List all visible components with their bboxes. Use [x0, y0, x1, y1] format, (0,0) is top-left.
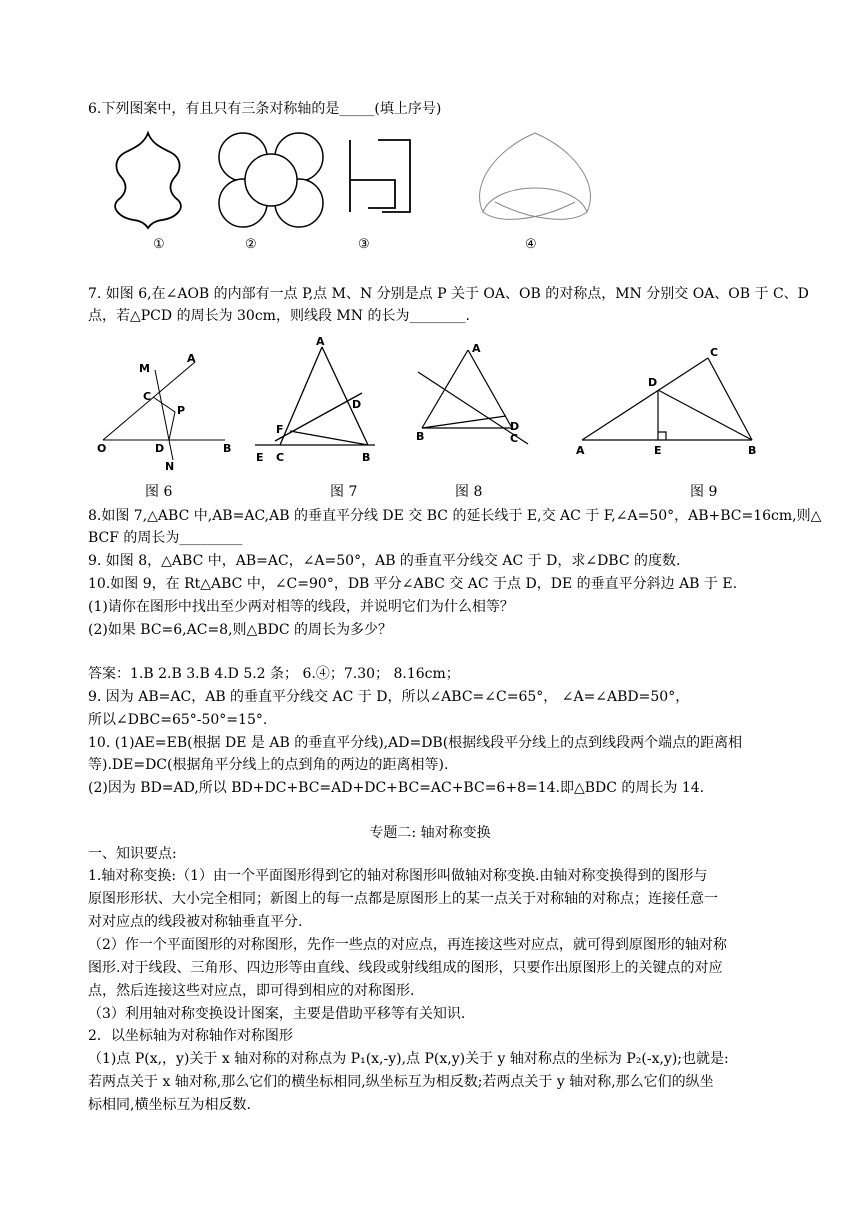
fig8-label-d: D: [510, 420, 520, 433]
topic-2-p3: （3）利用轴对称变换设计图案，主要是借助平移等有关知识.: [88, 1006, 466, 1022]
q10-sub-2: (2)如果 BC=6,AC=8,则△BDC 的周长为多少？: [88, 622, 392, 638]
fig7-label-b: B: [362, 451, 371, 464]
fig9-label-c: C: [710, 346, 719, 359]
fig7-label-a: A: [316, 335, 325, 348]
q8-line-1: 8.如图 7,△ABC 中,AB=AC,AB 的垂直平分线 DE 交 BC 的延长线于 E,交 AC 于 F,∠A=50°，AB+BC=16cm,则△: [88, 508, 822, 524]
fig8-label-b: B: [416, 430, 425, 443]
q6-text: 6.下列图案中，有且只有三条对称轴的是_____(填上序号): [88, 101, 442, 117]
answers-line-6: (2)因为 BD=AD,所以 BD+DC+BC=AD+DC+BC=AC+BC=6+8=14.即△BDC 的周长为 14.: [88, 780, 705, 796]
q9-text: 9. 如图 8，△ABC 中，AB=AC，∠A=50°，AB 的垂直平分线交 AC 于 D，求∠DBC 的度数.: [88, 553, 681, 569]
fig6-label-d: D: [155, 442, 165, 455]
q10-sub-1: (1)请你在图形中找出至少两对相等的线段，并说明它们为什么相等？: [88, 599, 514, 615]
figure-8-caption: 图 8: [455, 484, 483, 500]
topic-2-p1-line-2: 原图形形状、大小完全相同；新图上的每一点都是原图形上的某一点关于对称轴的对称点；连接任意一: [88, 891, 718, 907]
fig9-label-a: A: [576, 444, 585, 457]
figure-7-caption: 图 7: [330, 484, 358, 500]
figure-6-caption: 图 6: [145, 484, 173, 500]
fig6-label-p: P: [177, 404, 186, 417]
answers-line-3: 所以∠DBC=65°-50°=15°.: [88, 712, 268, 728]
topic-2-p4: 2．以坐标轴为对称轴作对称图形: [88, 1028, 293, 1044]
answers-line-2: 9. 因为 AB=AC，AB 的垂直平分线交 AC 于 D，所以∠ABC=∠C=65°， ∠A=∠ABD=50°，: [88, 689, 690, 705]
fig8-label-c: C: [510, 432, 519, 445]
topic-2-p1-line-1: 1.轴对称变换:（1）由一个平面图形得到它的轴对称图形叫做轴对称变换.由轴对称变换得到的图形与: [88, 868, 708, 884]
answers-line-1: 答案：1.B 2.B 3.B 4.D 5.2 条； 6.④；7.30； 8.16cm；: [88, 666, 460, 682]
q8-line-2: BCF 的周长为_________: [88, 530, 243, 546]
figure-label-1: ①: [153, 237, 165, 252]
fig6-label-o: O: [97, 442, 107, 455]
fig6-label-m: M: [139, 362, 150, 375]
figure-9: [570, 340, 770, 460]
figure-2-circles: [219, 133, 323, 227]
topic-2-p2-line-3: 点，然后连接这些对应点，即可得到相应的对称图形.: [88, 983, 415, 999]
fig7-label-c: C: [276, 451, 285, 464]
q10-text: 10.如图 9，在 Rt△ABC 中，∠C=90°，DB 平分∠ABC 交 AC 于点 D，DE 的垂直平分斜边 AB 于 E.: [88, 576, 738, 592]
fig9-label-b: B: [748, 444, 757, 457]
fig6-label-b: B: [223, 442, 232, 455]
q7-line-2: 点，若△PCD 的周长为 30cm，则线段 MN 的长为________.: [88, 308, 470, 324]
figure-7: [250, 335, 390, 470]
topic-2-section: 一、知识要点:: [88, 846, 177, 862]
answers-line-5: 等).DE=DC(根据角平分线上的点到角的两边的距离相等).: [88, 757, 449, 773]
figure-label-3: ③: [358, 237, 370, 252]
topic-2-p5-line-1: （1)点 P(x,，y)关于 x 轴对称的对称点为 P₁(x,-y),点 P(x,y)关于 y 轴对称点的坐标为 P₂(-x,y);也就是:: [88, 1051, 729, 1067]
figure-label-2: ②: [245, 237, 257, 252]
fig6-label-n: N: [165, 460, 175, 473]
topic-2-title: 专题二: 轴对称变换: [369, 825, 491, 841]
fig9-label-e: E: [654, 444, 662, 457]
q6-figures: [100, 130, 600, 230]
figure-1-wavy-shape: [115, 133, 181, 228]
figure-8: [410, 340, 540, 455]
figure-3-pinwheel: [350, 140, 410, 212]
figure-4-arcs: [480, 133, 591, 219]
figure-9-caption: 图 9: [690, 484, 718, 500]
fig8-label-a: A: [472, 342, 481, 355]
fig7-label-d: D: [352, 398, 362, 411]
fig7-label-f: F: [276, 423, 284, 436]
figure-6: [95, 340, 245, 475]
answers-line-4: 10. (1)AE=EB(根据 DE 是 AB 的垂直平分线),AD=DB(根据线段平分线上的点到线段两个端点的距离相: [88, 735, 743, 751]
fig6-label-a: A: [187, 352, 196, 365]
topic-2-p2-line-2: 图形.对于线段、三角形、四边形等由直线、线段或射线组成的图形，只要作出原图形上的关键点的对应: [88, 960, 723, 976]
topic-2-p2-line-1: （2）作一个平面图形的对称图形，先作一些点的对应点，再连接这些对应点，就可得到原图形的轴对称: [88, 937, 727, 953]
fig9-label-d: D: [648, 376, 658, 389]
topic-2-p5-line-3: 标相同,横坐标互为相反数.: [88, 1097, 251, 1113]
fig7-label-e: E: [256, 451, 264, 464]
figure-label-4: ④: [525, 237, 537, 252]
q7-line-1: 7. 如图 6,在∠AOB 的内部有一点 P,点 M、N 分别是点 P 关于 OA、OB 的对称点，MN 分别交 OA、OB 于 C、D: [88, 286, 809, 302]
topic-2-p1-line-3: 对对应点的线段被对称轴垂直平分.: [88, 914, 303, 930]
fig6-label-c: C: [143, 390, 152, 403]
topic-2-p5-line-2: 若两点关于 x 轴对称,那么它们的横坐标相同,纵坐标互为相反数;若两点关于 y 轴对称,那么它们的纵坐: [88, 1074, 714, 1090]
